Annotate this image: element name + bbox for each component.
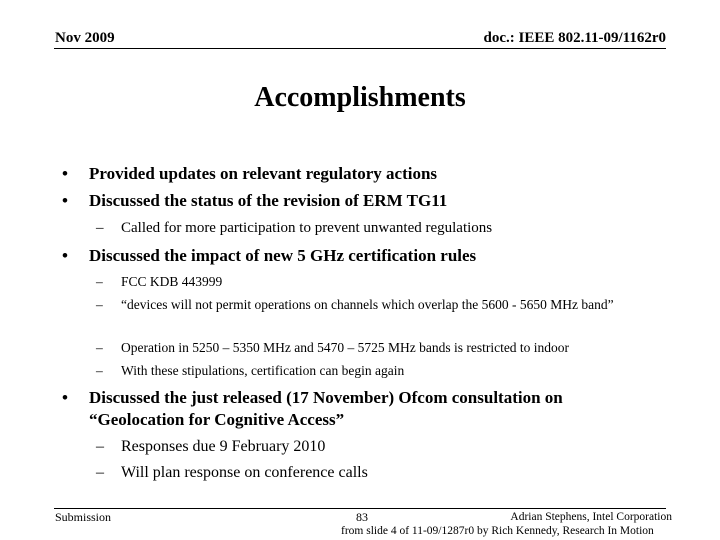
bullet-marker: •: [62, 388, 68, 407]
dash-marker: –: [96, 297, 103, 312]
bullet-item: [62, 245, 662, 267]
dash-marker: –: [96, 274, 103, 289]
sub-bullet-item: [96, 294, 656, 315]
sub-bullet-text: Operation in 5250 – 5350 MHz and 5470 – 5725 MHz bands is restricted to indoor: [121, 340, 570, 355]
dash-marker: –: [96, 340, 103, 355]
sub-bullet-item: [96, 463, 666, 482]
dash-marker: –: [96, 220, 104, 236]
bullet-text: Discussed the just released (17 November) Ofcom consultation on “Geolocation for Cognitive Access”: [89, 388, 563, 429]
footer-page-number: 83: [356, 510, 368, 524]
sub-bullet-text: With these stipulations, certification can begin again: [121, 363, 405, 378]
sub-bullet-item: [96, 272, 666, 291]
sub-bullet-text: Called for more participation to prevent unwanted regulations: [121, 220, 493, 236]
header-doc-id: doc.: IEEE 802.11-09/1162r0: [483, 30, 666, 46]
header-date: Nov 2009: [55, 30, 115, 46]
bullet-item: [62, 190, 662, 212]
footer-submission: Submission: [55, 510, 112, 524]
sub-bullet-item: [96, 361, 666, 380]
sub-bullet-item: [96, 437, 666, 456]
dash-marker: –: [96, 464, 104, 481]
sub-bullet-item: [96, 338, 666, 357]
sub-bullet-text: FCC KDB 443999: [121, 274, 223, 289]
bullet-item: [62, 163, 662, 185]
sub-bullet-text: Responses due 9 February 2010: [121, 438, 326, 455]
header-divider: [54, 48, 666, 49]
footer-author: Adrian Stephens, Intel Corporation: [510, 511, 672, 523]
dash-marker: –: [96, 438, 104, 455]
slide-title: Accomplishments: [254, 82, 466, 113]
dash-marker: –: [96, 363, 103, 378]
bullet-marker: •: [62, 191, 68, 210]
footer-source-note: from slide 4 of 11-09/1287r0 by Rich Kennedy, Research In Motion: [341, 525, 654, 537]
sub-bullet-text: “devices will not permit operations on channels which overlap the 5600 - 5650 MHz band”: [121, 297, 614, 312]
bullet-text: Discussed the status of the revision of ERM TG11: [89, 191, 448, 210]
sub-bullet-text: Will plan response on conference calls: [121, 464, 368, 481]
bullet-marker: •: [62, 246, 68, 265]
sub-bullet-item: [96, 219, 666, 238]
bullet-item: [62, 387, 662, 431]
bullet-text: Provided updates on relevant regulatory actions: [89, 164, 438, 183]
bullet-text: Discussed the impact of new 5 GHz certification rules: [89, 246, 477, 265]
footer-divider: [54, 508, 666, 509]
bullet-marker: •: [62, 164, 68, 183]
